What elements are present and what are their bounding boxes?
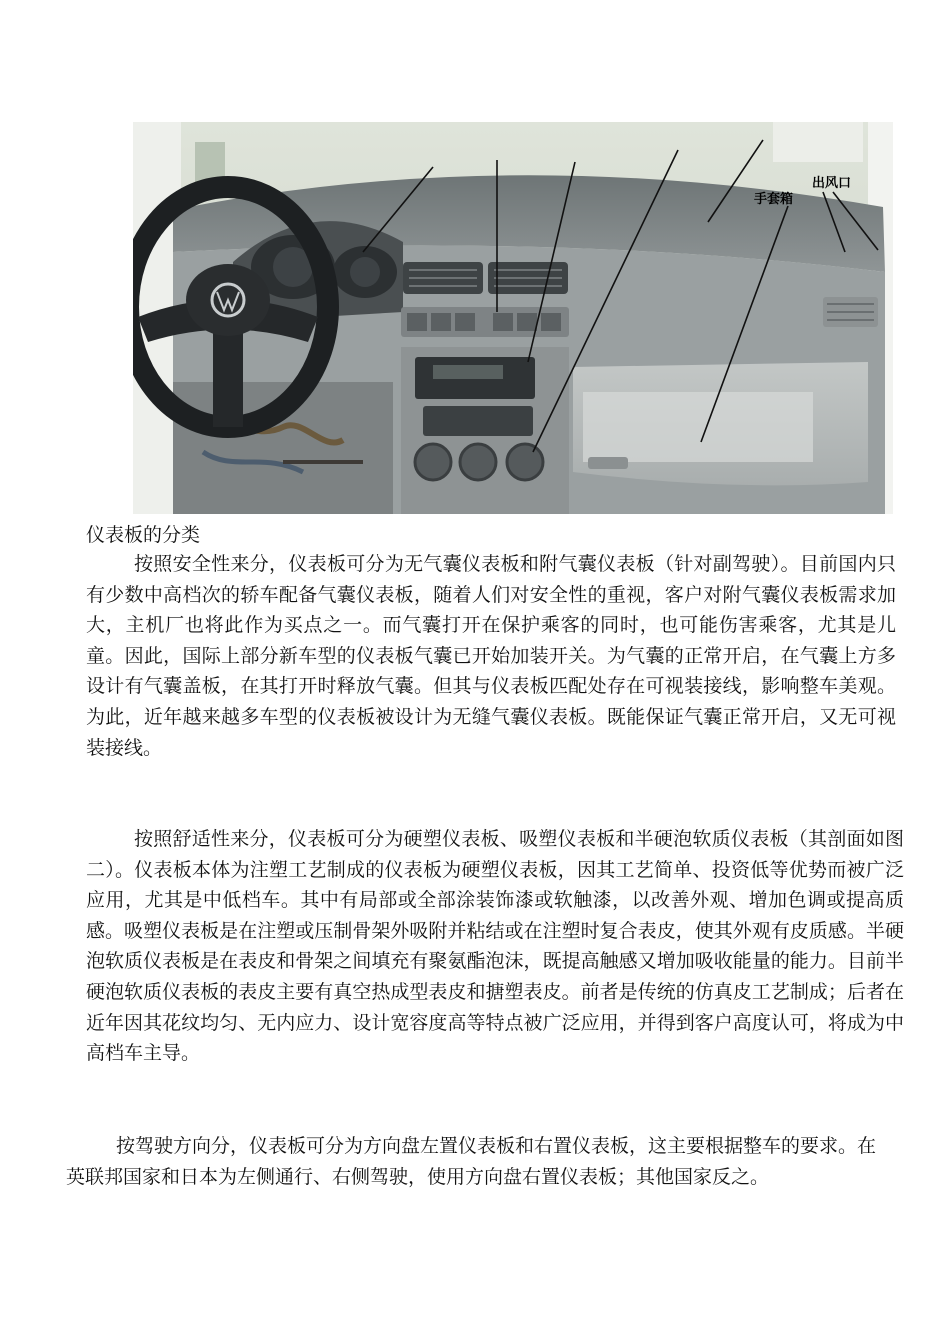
callout-vent: 出风口 bbox=[812, 176, 852, 191]
storage-slot bbox=[423, 406, 533, 436]
section-heading: 仪表板的分类 bbox=[86, 524, 201, 546]
callout-glovebox: 手套箱 bbox=[754, 192, 794, 207]
paragraph-comfort: 按照舒适性来分，仪表板可分为硬塑仪表板、吸塑仪表板和半硬泡软质仪表板（其剖面如图二）。仪表板本体为注塑工艺制成的仪表板为硬塑仪表板，因其工艺简单、投资低等优势而被广泛应用，尤其是中低档车。其中有局部或全部涂装饰漆或软触漆，以改善外观、增加色调或提高质感。吸塑仪表板是在注塑或压制骨架外吸附并粘结或在注塑时复合表皮，使其外观有皮质感。半硬泡软质仪表板是在表皮和骨架之间填充有聚氨酯泡沫，既提高触感又增加吸收能量的能力。目前半硬泡软质仪表板的表皮主要有真空热成型表皮和搪塑表皮。前者是传统的仿真皮工艺制成；后者在近年因其花纹均匀、无内应力、设计宽容度高等特点被广泛应用，并得到客户高度认可，将成为中高档车主导。 bbox=[86, 828, 904, 1065]
climate-knob-left bbox=[415, 444, 451, 480]
climate-knob-right bbox=[507, 444, 543, 480]
climate-knob-center bbox=[460, 444, 496, 480]
glove-box-handle bbox=[588, 457, 628, 469]
paragraph-safety: 按照安全性来分，仪表板可分为无气囊仪表板和附气囊仪表板（针对副驾驶）。目前国内只有少数中高档次的轿车配备气囊仪表板，随着人们对安全性的重视，客户对附气囊仪表板需求加大，主机厂也将此作为买点之一。而气囊打开在保护乘客的同时，也可能伤害乘客，尤其是儿童。因此，国际上部分新车型的仪表板气囊已开始加装开关。为气囊的正常开启，在气囊上方多设计有气囊盖板，在其打开时释放气囊。但其与仪表板匹配处存在可视装接线，影响整车美观。为此，近年越来越多车型的仪表板被设计为无缝气囊仪表板。既能保证气囊正常开启，又无可视装接线。 bbox=[86, 553, 896, 759]
dashboard-photo bbox=[133, 122, 893, 514]
paragraph-drive-side: 按驾驶方向分，仪表板可分为方向盘左置仪表板和右置仪表板，这主要根据整车的要求。在英联邦国家和日本为左侧通行、右侧驾驶，使用方向盘右置仪表板；其他国家反之。 bbox=[66, 1135, 877, 1188]
